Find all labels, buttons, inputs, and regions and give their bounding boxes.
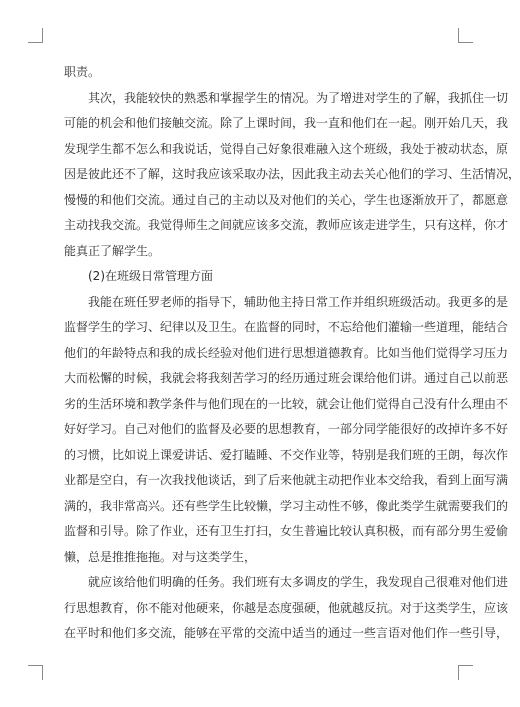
text-line: 监督学生的学习、纪律以及卫生。在监督的同时，不忘给他们灌输一些道理，能结合 [64, 320, 509, 334]
text-line: 懒，总是推推拖拖。对与这类学生， [64, 549, 257, 564]
crop-mark-bottom-left [28, 665, 43, 680]
crop-mark-top-right [458, 28, 473, 43]
text-line: 主动找我交流。我觉得师生之间就应该多交流，教师应该走进学生，只有这样，你才 [64, 218, 509, 232]
text-line: 满的，我非常高兴。还有些学生比较懒，学习主动性不够，像此类学生就需要我们的 [64, 498, 509, 513]
text-line: 的习惯，比如说上课爱讲话、爱打瞌睡、不交作业等，特别是我们班的王朗，每次作 [64, 447, 509, 462]
text-line: 因是彼此还不了解，这时我应该采取办法，因此我主动去关心他们的学习、生活情况， [64, 167, 520, 181]
text-line: 可能的机会和他们接触交流。除了上课时间，我一直和他们在一起。刚开始几天，我 [64, 116, 509, 130]
text-line: 好好学习。自己对他们的监督及必要的思想教育，一部分同学能很好的改掉许多不好 [64, 422, 509, 436]
text-line: 慢慢的和他们交流。通过自己的主动以及对他们的关心，学生也逐渐放开了，都愿意 [64, 192, 509, 207]
document-body [64, 60, 520, 647]
text-line: 就应该给他们明确的任务。我们班有太多调皮的学生，我发现自己很难对他们进 [88, 575, 509, 589]
text-line: (2)在班级日常管理方面 [88, 269, 213, 283]
text-line: 他们的年龄特点和我的成长经验对他们进行思想道德教育。比如当他们觉得学习压力 [64, 345, 509, 360]
text-line: 职责。 [64, 65, 101, 79]
crop-mark-bottom-right [458, 665, 473, 680]
text-line: 大而松懈的时候，我就会将我刻苦学习的经历通过班会课给他们讲。通过自己以前恶 [64, 371, 509, 385]
text-line: 行思想教育，你不能对他硬来，你越是态度强硬，他就越反抗。对于这类学生，应该 [64, 600, 509, 615]
text-line: 业都是空白，有一次我找他谈话，到了后来他就主动把作业本交给我，看到上面写满 [64, 473, 509, 487]
text-line: 监督和引导。除了作业，还有卫生打扫，女生普遍比较认真积极，而有部分男生爱偷 [64, 524, 509, 538]
crop-mark-top-left [28, 28, 43, 43]
text-line: 发现学生都不怎么和我说话，觉得自己好象很难融入这个班级，我处于被动状态，原 [64, 141, 509, 156]
text-line: 我能在班任罗老师的指导下，辅助他主持日常工作并组织班级活动。我更多的是 [88, 294, 509, 309]
text-line: 劣的生活环境和教学条件与他们现在的一比较，就会让他们觉得自己没有什么理由不 [64, 396, 509, 411]
text-line: 能真正了解学生。 [64, 243, 161, 258]
text-line: 在平时和他们多交流，能够在平常的交流中适当的通过一些言语对他们作一些引导， [64, 626, 509, 640]
text-line: 其次，我能较快的熟悉和掌握学生的情况。为了增进对学生的了解，我抓住一切 [88, 90, 509, 105]
